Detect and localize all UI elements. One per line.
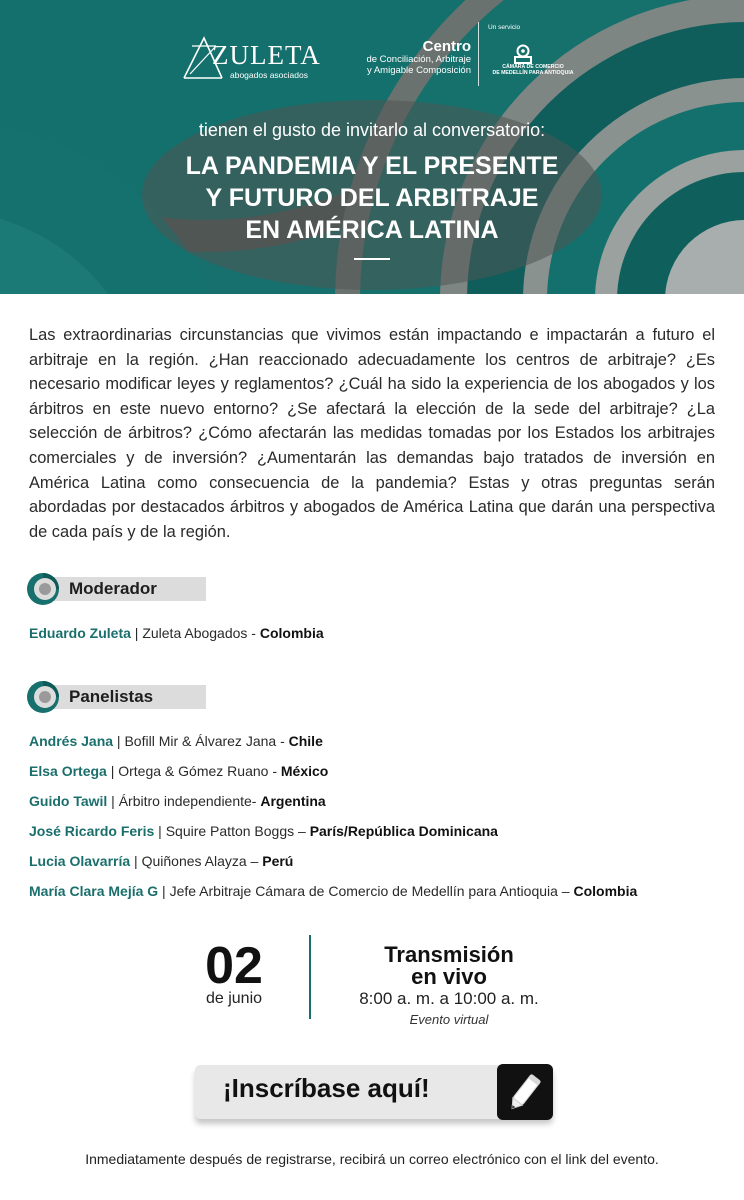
camara-emblem-icon — [512, 44, 534, 64]
centro-line-2: y Amigable Composición — [366, 64, 471, 76]
panelist-detail: | Squire Patton Boggs – — [154, 823, 310, 839]
logo-divider — [478, 22, 479, 86]
event-hours: 8:00 a. m. a 10:00 a. m. — [359, 989, 539, 1008]
panelist-detail: | Quiñones Alayza – — [130, 853, 263, 869]
camara-name — [488, 64, 578, 76]
header-banner — [0, 0, 744, 294]
panelist-detail: | Ortega & Gómez Ruano - — [106, 763, 281, 779]
pencil-icon — [497, 1064, 553, 1120]
header-logos — [180, 20, 580, 90]
panelist-name: María Clara Mejía G — [29, 883, 159, 899]
panelist-name: Lucia Olavarría — [29, 853, 131, 869]
panelist-country: Colombia — [573, 883, 638, 899]
register-button[interactable] — [195, 1063, 555, 1121]
date-divider — [309, 935, 311, 1019]
event-title — [0, 150, 744, 246]
panelist-country: Chile — [288, 733, 323, 749]
panelist-row — [29, 763, 328, 779]
camara-logo — [488, 24, 598, 76]
title-underline — [354, 258, 390, 260]
event-day: 02 — [205, 937, 263, 995]
panelist-detail: | Jefe Arbitraje Cámara de Comercio de Medellín para Antioquia – — [158, 883, 574, 899]
centro-logo — [346, 38, 471, 76]
panelists-label: Panelistas — [69, 687, 154, 706]
event-mode: Evento virtual — [409, 1012, 489, 1027]
panelist-country: Argentina — [260, 793, 326, 809]
panelist-row — [29, 823, 498, 839]
servicio-label: Un servicio — [488, 24, 521, 31]
panelist-row — [29, 793, 326, 809]
camara-name-line-1: CÁMARA DE COMERCIO — [502, 64, 564, 70]
moderator-name: Eduardo Zuleta — [29, 625, 131, 641]
centro-title: Centro — [422, 38, 471, 55]
zuleta-logo-name: ZULETA — [212, 40, 321, 70]
invite-text: tienen el gusto de invitarlo al conversatorio: — [198, 120, 546, 140]
panelist-row — [29, 853, 293, 869]
panelist-name: Andrés Jana — [29, 733, 114, 749]
event-month: de junio — [205, 990, 263, 1007]
ring-icon — [26, 680, 60, 714]
moderator-label: Moderador — [69, 579, 157, 598]
panelist-country: París/República Dominicana — [309, 823, 498, 839]
register-button-icon-box[interactable] — [497, 1064, 553, 1120]
panelist-name: Guido Tawil — [29, 793, 108, 809]
moderator-row — [29, 625, 324, 641]
panelist-row — [29, 883, 637, 899]
event-title-line-3: EN AMÉRICA LATINA — [245, 216, 499, 244]
panelist-detail: | Bofill Mir & Álvarez Jana - — [113, 733, 289, 749]
panelist-row — [29, 733, 323, 749]
camara-name-line-2: DE MEDELLÍN PARA ANTIOQUIA — [492, 70, 574, 76]
transmission-heading — [340, 944, 558, 988]
moderator-detail: | Zuleta Abogados - — [130, 625, 260, 641]
transmission-line-1: Transmisión — [384, 942, 514, 967]
registration-footnote: Inmediatamente después de registrarse, recibirá un correo electrónico con el link del evento. — [85, 1151, 659, 1167]
event-title-line-2: Y FUTURO DEL ARBITRAJE — [205, 184, 539, 212]
panelist-country: Perú — [262, 853, 294, 869]
panelist-name: José Ricardo Feris — [29, 823, 155, 839]
panelist-country: México — [280, 763, 329, 779]
ring-icon — [26, 572, 60, 606]
panelist-detail: | Árbitro independiente- — [107, 793, 261, 809]
transmission-line-2: en vivo — [411, 964, 487, 989]
panelist-name: Elsa Ortega — [29, 763, 107, 779]
register-button-label[interactable]: ¡Inscríbase aquí! — [223, 1073, 430, 1103]
intro-paragraph: Las extraordinarias circunstancias que vivimos están impactando e impactarán a futuro el arbitraje en la región. ¿Han reaccionado adecuadamente los centros de arbitraje? ¿Es necesario modificar leyes y reglamentos? ¿Cuál ha sido la experiencia de los abogados y los árbitros en este nuevo entorno? ¿Se afectará la elección de la sede del arbitraje? ¿La selección de árbitros? ¿Cómo afectarán las medidas tomadas por los Estados los arbitrajes comerciales y de inversión? ¿Aumentarán las demandas bajo tratados de inversión en América Latina como consecuencia de la pandemia? Estas y otras preguntas serán abordadas por destacados árbitros y abogados de América Latina que darán una perspectiva de cada país y de la región. — [29, 326, 715, 541]
event-title-line-1: LA PANDEMIA Y EL PRESENTE — [185, 152, 559, 180]
zuleta-logo-subtitle: abogados asociados — [230, 70, 308, 80]
centro-line-1: de Conciliación, Arbitraje — [366, 54, 471, 65]
moderator-country: Colombia — [259, 625, 324, 641]
